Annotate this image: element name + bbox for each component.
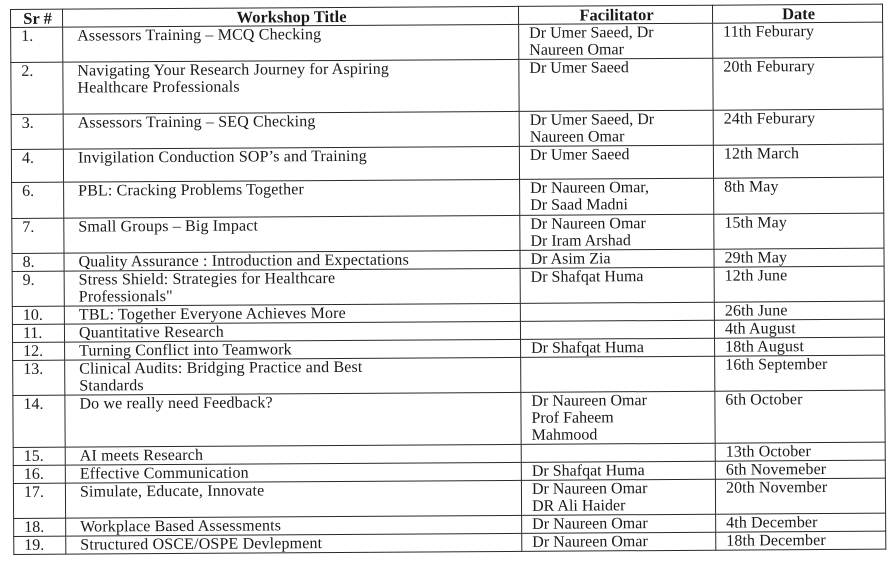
cell-title: Assessors Training – SEQ Checking: [63, 111, 519, 149]
cell-date: 6th October: [715, 390, 885, 443]
cell-facilitator: Dr Shafqat Huma: [521, 461, 715, 480]
cell-sr: 13.: [13, 360, 65, 395]
cell-facilitator: Dr Umer Saeed, Dr Naureen Omar: [519, 23, 713, 59]
cell-sr: 11.: [12, 324, 64, 342]
table-row: [13, 390, 885, 447]
table-row: [12, 266, 884, 306]
cell-title: Effective Communication: [65, 462, 521, 483]
cell-facilitator: Dr Umer Saeed, Dr Naureen Omar: [519, 110, 713, 146]
cell-sr: 9.: [12, 271, 64, 306]
cell-title: Stress Shield: Strategies for Healthcare Professionals": [64, 268, 520, 306]
table-row: [13, 355, 885, 395]
cell-date: 16th September: [715, 355, 885, 391]
cell-title: Quality Assurance : Introduction and Expectations: [64, 250, 520, 271]
cell-facilitator: [521, 356, 715, 392]
cell-date: 11th Feburary: [713, 22, 883, 58]
cell-date: 29th May: [714, 248, 884, 267]
cell-facilitator: [520, 302, 714, 321]
table-row: [12, 213, 884, 253]
cell-date: 18th December: [716, 531, 886, 550]
cell-sr: 18.: [14, 518, 66, 536]
cell-title: Do we really need Feedback?: [65, 392, 521, 447]
cell-title: AI meets Research: [65, 444, 521, 465]
cell-sr: 4.: [11, 149, 63, 182]
table-row: [11, 144, 883, 182]
cell-date: 4th December: [716, 513, 886, 532]
cell-sr: 12.: [13, 342, 65, 360]
cell-sr: 1.: [11, 27, 63, 62]
cell-title: PBL: Cracking Problems Together: [64, 179, 520, 218]
cell-date: 15th May: [714, 213, 884, 249]
cell-date: 18th August: [715, 337, 885, 356]
header-sr: Sr #: [11, 9, 63, 27]
workshop-schedule-document: [10, 4, 885, 555]
cell-sr: 15.: [13, 447, 65, 465]
cell-facilitator: Dr Naureen Omar Prof Faheem Mahmood: [521, 391, 715, 444]
cell-facilitator: Dr Naureen Omar: [522, 532, 716, 551]
cell-title: Invigilation Conduction SOP’s and Training: [63, 146, 519, 182]
cell-date: 26th June: [714, 301, 884, 320]
cell-date: 12th March: [713, 144, 883, 178]
cell-facilitator: Dr Shafqat Huma: [520, 267, 714, 303]
cell-date: 20th Feburary: [713, 57, 883, 110]
cell-sr: 14.: [13, 395, 65, 447]
cell-title: Small Groups – Big Impact: [64, 215, 520, 253]
cell-sr: 16.: [13, 465, 65, 483]
cell-sr: 7.: [12, 218, 64, 253]
cell-facilitator: Dr Shafqat Huma: [521, 338, 715, 357]
cell-title: Quantitative Research: [64, 321, 520, 342]
cell-sr: 6.: [12, 182, 64, 218]
cell-facilitator: Dr Naureen Omar DR Ali Haider: [521, 479, 715, 515]
cell-sr: 8.: [12, 253, 64, 271]
cell-title: Clinical Audits: Bridging Practice and Best Standards: [65, 357, 521, 395]
cell-date: 6th Novemeber: [715, 460, 885, 479]
table-row: [11, 57, 883, 114]
cell-sr: 3.: [11, 114, 63, 149]
cell-title: Simulate, Educate, Innovate: [65, 480, 521, 518]
cell-date: 8th May: [714, 177, 884, 214]
cell-date: 4th August: [714, 319, 884, 338]
workshop-table: [10, 4, 886, 555]
cell-title: Navigating Your Research Journey for Aspiring Healthcare Professionals: [63, 59, 519, 114]
header-workshop-title: Workshop Title: [63, 6, 519, 27]
cell-date: 13th October: [715, 442, 885, 461]
cell-title: Turning Conflict into Teamwork: [65, 339, 521, 360]
cell-sr: 19.: [14, 536, 66, 554]
cell-sr: 10.: [12, 306, 64, 324]
cell-sr: 17.: [13, 483, 65, 518]
cell-title: Assessors Training – MCQ Checking: [63, 24, 519, 62]
cell-facilitator: [521, 443, 715, 462]
cell-title: Structured OSCE/OSPE Devlepment: [66, 533, 522, 554]
cell-facilitator: Dr Asim Zia: [520, 249, 714, 268]
cell-facilitator: Dr Umer Saeed: [519, 58, 713, 111]
cell-facilitator: Dr Naureen Omar, Dr Saad Madni: [520, 178, 714, 215]
cell-facilitator: Dr Naureen Omar: [522, 514, 716, 533]
table-row: [11, 109, 883, 149]
cell-title: Workplace Based Assessments: [66, 515, 522, 536]
table-row: [13, 478, 885, 518]
cell-facilitator: Dr Umer Saeed: [519, 145, 713, 179]
cell-title: TBL: Together Everyone Achieves More: [64, 303, 520, 324]
header-date: Date: [712, 4, 882, 23]
cell-date: 12th June: [714, 266, 884, 302]
table-row: [11, 22, 883, 62]
cell-date: 24th Feburary: [713, 109, 883, 145]
cell-sr: 2.: [11, 62, 63, 114]
cell-facilitator: [520, 320, 714, 339]
table-row: [12, 177, 884, 218]
cell-facilitator: Dr Naureen Omar Dr Iram Arshad: [520, 214, 714, 250]
cell-date: 20th November: [715, 478, 885, 514]
header-facilitator: Facilitator: [518, 5, 712, 24]
